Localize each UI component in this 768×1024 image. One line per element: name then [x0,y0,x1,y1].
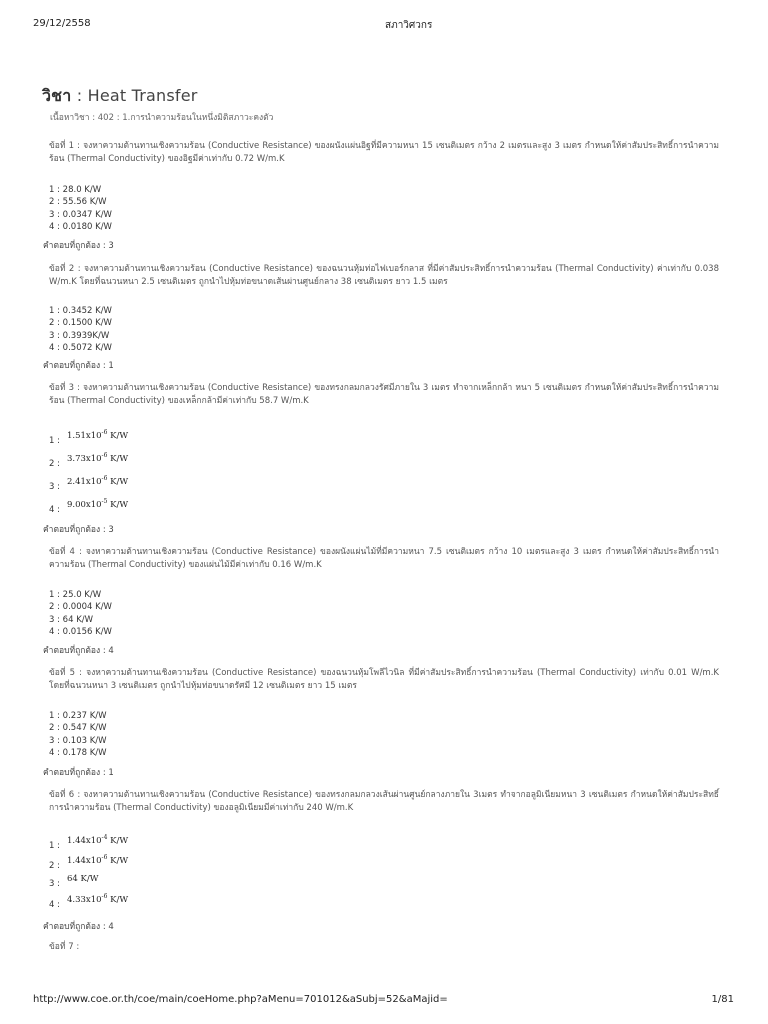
option-2: 2 : 55.56 K/W [49,197,107,208]
option-1: 1 : 0.237 K/W [49,711,107,721]
option-1: 1 : 25.0 K/W [49,590,102,600]
option-3-number: 3 : [49,879,60,889]
option-4-formula: $4.33x10^{-6}$ K/W [67,893,129,905]
question-2-text: ข้อที่ 2 : จงหาความต้านทานเชิงความร้อน (Conductive Resistance) ของฉนวนหุ้มท่อไฟเบอร์กลาส ที่มีค่าสัมประสิทธิ์การนำความร้อน (Thermal Conductivity) ค่าเท่ากับ 0.038 W/m.K โดยที่ฉนวนหนา 2.5 เซนติเมตร ถูกนำไปหุ้มท่อขนาดเส้นผ่านศูนย์กลาง 38 เซนติเมตร ยาว 1.5 เมตร [49,264,719,287]
question-5-options [49,710,107,759]
option-3-formula: 64 K/W [67,874,99,884]
option-4-formula: $9.00x10^{-5}$ K/W [67,498,129,510]
option-3: 3 : 0.0347 K/W [49,209,112,220]
option-4: 4 : 0.5072 K/W [49,342,112,353]
question-1-text: ข้อที่ 1 : จงหาความต้านทานเชิงความร้อน (Conductive Resistance) ของผนังแผ่นอิฐที่มีความหนา 15 เซนติเมตร กว้าง 2 เมตรและสูง 3 เมตร กำหนดให้ค่าสัมประสิทธิ์การนำความร้อน (Thermal Conductivity) ของอิฐมีค่าเท่ากับ 0.72 W/m.K [49,141,719,164]
question-4-answer: คำตอบที่ถูกต้อง : 4 [43,646,114,656]
question-3-text: ข้อที่ 3 : จงหาความต้านทานเชิงความร้อน (Conductive Resistance) ของทรงกลมกลวงรัศมีภายใน 3 เมตร ทำจากเหล็กกล้า หนา 5 เซนติเมตร กำหนดให้ค่าสัมประสิทธิ์การนำความร้อน (Thermal Conductivity) ของเหล็กกล้ามีค่าเท่ากับ 58.7 W/m.K [49,383,719,406]
print-header-title: สภาวิศวกร [385,20,433,31]
option-4: 4 : 0.0180 K/W [49,221,112,232]
subject-prefix: วิชา [42,86,72,105]
option-2-number: 2 : [49,459,60,469]
option-1-number: 1 : [49,436,60,446]
question-2-options [49,305,112,354]
option-1-formula: $1.51x10^{-6}$ K/W [67,429,129,441]
page-number: 1/81 [711,994,734,1005]
question-4-options [49,589,112,638]
option-1: 1 : 28.0 K/W [49,185,102,195]
question-3-answer: คำตอบที่ถูกต้อง : 3 [43,525,114,535]
subject-name: Heat Transfer [87,86,198,105]
option-4: 4 : 0.178 K/W [49,747,107,758]
option-1-number: 1 : [49,841,60,851]
option-2-number: 2 : [49,861,60,871]
question-2-answer: คำตอบที่ถูกต้อง : 1 [43,361,114,371]
topic-line: เนื้อหาวิชา : 402 : 1.การนำความร้อนในหนึ่งมิติสภาวะคงตัว [50,113,274,123]
option-1: 1 : 0.3452 K/W [49,306,112,316]
question-5-text: ข้อที่ 5 : จงหาความต้านทานเชิงความร้อน (Conductive Resistance) ของฉนวนหุ้มโพลีไวนิล ที่มีค่าสัมประสิทธิ์การนำความร้อน (Thermal Conductivity) เท่ากับ 0.01 W/m.K โดยที่ฉนวนหนา 3 เซนติเมตร ถูกนำไปหุ้มท่อขนาดรัศมี 12 เซนติเมตร ยาว 15 เมตร [49,668,719,691]
option-1-formula: $1.44x10^{-4}$ K/W [67,834,129,846]
subject-separator: : [71,86,88,105]
question-5-answer: คำตอบที่ถูกต้อง : 1 [43,768,114,778]
option-3-number: 3 : [49,482,60,492]
question-6-text: ข้อที่ 6 : จงหาความต้านทานเชิงความร้อน (Conductive Resistance) ของทรงกลมกลวงเส้นผ่านศูนย์กลางภายใน 3เมตร ทำจากอลูมิเนียมหนา 3 เซนติเมตร กำหนดให้ค่าสัมประสิทธิ์การนำความร้อน (Thermal Conductivity) ของอลูมิเนียมมีค่าเท่ากับ 240 W/m.K [49,790,719,813]
print-date: 29/12/2558 [33,18,91,29]
question-4-text: ข้อที่ 4 : จงหาความต้านทานเชิงความร้อน (Conductive Resistance) ของผนังแผ่นไม้ที่มีความหนา 7.5 เซนติเมตร กว้าง 10 เมตรและสูง 3 เมตร กำหนดให้ค่าสัมประสิทธิ์การนำความร้อน (Thermal Conductivity) ของแผ่นไม้มีค่าเท่ากับ 0.16 W/m.K [49,547,719,570]
question-6-answer: คำตอบที่ถูกต้อง : 4 [43,922,114,932]
question-1-options [49,184,112,233]
footer-url: http://www.coe.or.th/coe/main/coeHome.php?aMenu=701012&aSubj=52&aMajid= [33,994,448,1005]
option-2: 2 : 0.1500 K/W [49,318,112,329]
option-3: 3 : 64 K/W [49,614,94,625]
option-3-formula: $2.41x10^{-6}$ K/W [67,475,129,487]
question-7-text: ข้อที่ 7 : [49,942,80,952]
option-3: 3 : 0.3939K/W [49,330,110,341]
subject-title [42,84,198,109]
option-2: 2 : 0.0004 K/W [49,602,112,613]
question-1-answer: คำตอบที่ถูกต้อง : 3 [43,241,114,251]
option-4: 4 : 0.0156 K/W [49,626,112,637]
option-3: 3 : 0.103 K/W [49,735,107,746]
option-4-number: 4 : [49,505,60,515]
option-2-formula: $3.73x10^{-6}$ K/W [67,452,129,464]
option-2-formula: $1.44x10^{-6}$ K/W [67,854,129,866]
option-2: 2 : 0.547 K/W [49,723,107,734]
option-4-number: 4 : [49,900,60,910]
